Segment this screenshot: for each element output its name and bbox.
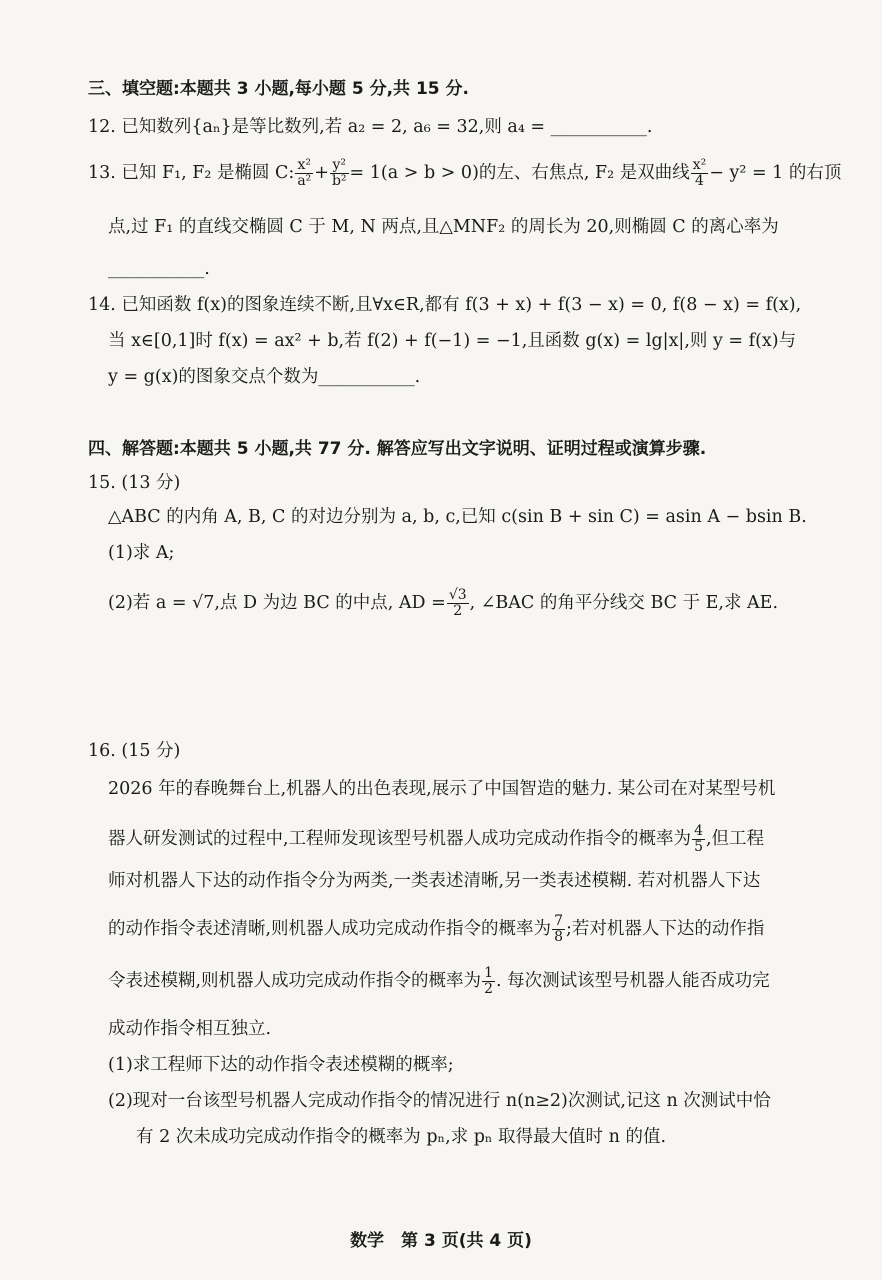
denominator: a² [297,173,312,189]
q13-text: 13. 已知 F₁, F₂ 是椭圆 C: [88,163,295,183]
q16-text: ,但工程 [705,829,765,849]
q15-text: (2)若 a = √7,点 D 为边 BC 的中点, AD = [108,593,446,613]
question-16-line-6: 成动作指令相互独立. [108,1019,272,1039]
fraction [295,158,313,189]
denominator: 4 [695,173,704,189]
question-16-line-5 [108,966,770,997]
page-footer: 数学 第 3 页(共 4 页) [350,1231,532,1251]
question-16-part-2-line-1: (2)现对一台该型号机器人完成动作指令的情况进行 n(n≥2)次测试,记这 n 次测试中恰 [108,1091,771,1111]
numerator: y² [330,158,349,174]
question-15-part-2 [108,588,778,619]
q13-text: = 1(a > b > 0)的左、右焦点, F₂ 是双曲线 [349,163,690,183]
numerator: 7 [554,913,563,929]
section-3-heading: 三、填空题:本题共 3 小题,每小题 5 分,共 15 分. [88,79,469,99]
question-16-title: 16. (15 分) [88,741,181,761]
question-16-part-1: (1)求工程师下达的动作指令表述模糊的概率; [108,1055,454,1075]
q16-text: 令表述模糊,则机器人成功完成动作指令的概率为 [108,971,482,991]
fraction [552,914,565,945]
section-4-heading: 四、解答题:本题共 5 小题,共 77 分. 解答应写出文字说明、证明过程或演算步骤. [88,439,707,459]
denominator: 8 [554,929,563,945]
question-16-part-2-line-2: 有 2 次未成功完成动作指令的概率为 pₙ,求 pₙ 取得最大值时 n 的值. [136,1127,667,1147]
question-16-line-4 [108,914,764,945]
q16-text: ;若对机器人下达的动作指 [565,919,765,939]
numerator: x² [692,157,707,173]
question-12: 12. 已知数列{aₙ}是等比数列,若 a₂ = 2, a₆ = 32,则 a₄ = ___________. [88,117,653,137]
fraction [692,824,705,855]
fraction [482,966,495,997]
question-13-line-1 [88,158,841,189]
denominator: 2 [484,981,493,997]
fraction [330,158,349,189]
question-14-line-1: 14. 已知函数 f(x)的图象连续不断,且∀x∈R,都有 f(3 + x) + f(3 − x) = 0, f(8 − x) = f(x), [88,295,802,315]
denominator: b² [331,173,347,189]
question-13-line-3: ___________. [108,259,210,279]
question-16-line-1: 2026 年的春晚舞台上,机器人的出色表现,展示了中国智造的魅力. 某公司在对某型号机 [108,779,776,799]
question-15-stem: △ABC 的内角 A, B, C 的对边分别为 a, b, c,已知 c(sin B + sin C) = asin A − bsin B. [108,507,807,527]
question-13-line-2: 点,过 F₁ 的直线交椭圆 C 于 M, N 两点,且△MNF₂ 的周长为 20,则椭圆 C 的离心率为 [108,217,779,237]
numerator: 4 [694,823,703,839]
numerator: √3 [448,587,467,603]
denominator: 2 [453,603,463,619]
q13-text: − y² = 1 的右顶 [709,163,842,183]
plus-sign: + [314,163,329,183]
question-15-title: 15. (13 分) [88,473,181,493]
question-16-line-3: 师对机器人下达的动作指令分为两类,一类表述清晰,另一类表述模糊. 若对机器人下达 [108,871,761,891]
q16-text: 器人研发测试的过程中,工程师发现该型号机器人成功完成动作指令的概率为 [108,829,692,849]
question-16-line-2 [108,824,764,855]
question-14-line-3: y = g(x)的图象交点个数为___________. [108,367,421,387]
fraction [691,158,709,189]
q16-text: 的动作指令表述清晰,则机器人成功完成动作指令的概率为 [108,919,552,939]
numerator: 1 [484,965,493,981]
denominator: 5 [694,839,703,855]
q16-text: . 每次测试该型号机器人能否成功完 [495,971,770,991]
q15-text: , ∠BAC 的角平分线交 BC 于 E,求 AE. [469,593,779,613]
question-15-part-1: (1)求 A; [108,543,175,563]
fraction [447,588,469,619]
numerator: x² [295,158,313,174]
question-14-line-2: 当 x∈[0,1]时 f(x) = ax² + b,若 f(2) + f(−1) = −1,且函数 g(x) = lg|x|,则 y = f(x)与 [108,331,797,351]
